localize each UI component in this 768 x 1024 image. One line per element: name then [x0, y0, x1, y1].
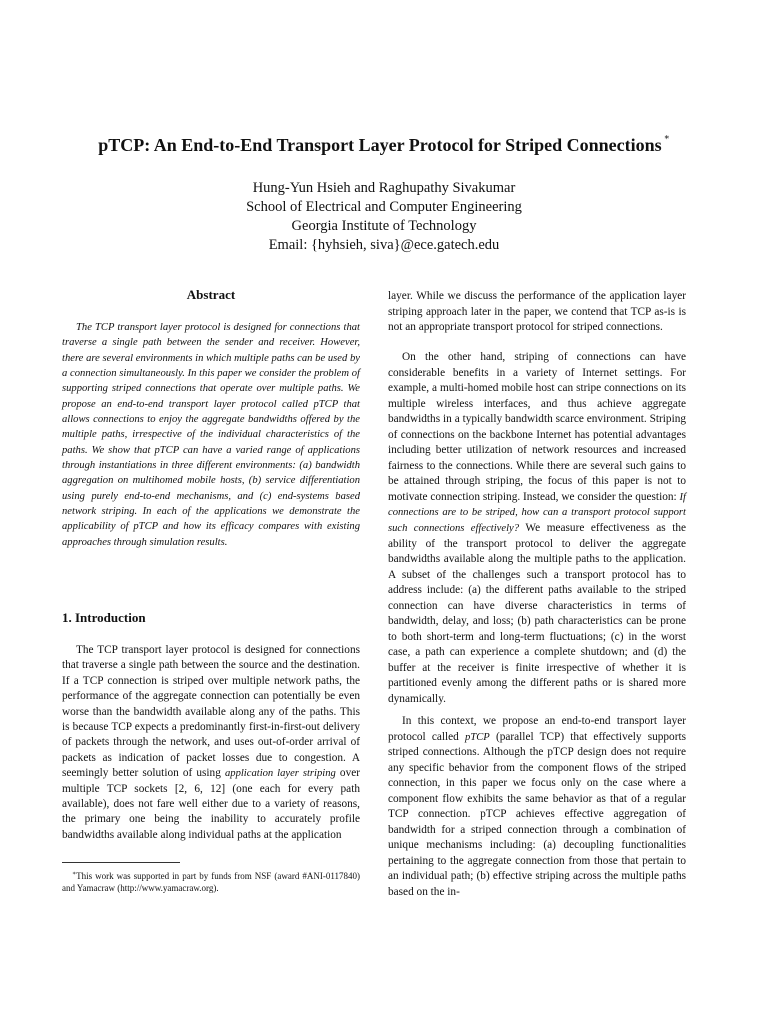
intro-p3-emphasis: pTCP — [465, 731, 490, 743]
introduction-paragraph-1-continued: layer. While we discuss the performance of the application layer striping approach later in the paper, we contend that TCP as-is is not an appropriate transport protocol for striped connections. — [388, 290, 686, 334]
intro-p2-part-a: On the other hand, striping of connections can have considerable benefits in a variety of Internet settings. For example, a multi-homed mobile host can stripe connections on its multiple wireless interfaces, and thus achieve aggregate bandwidths in a typically bandwidth scarce environment. Striping of connections on the backbone Internet has potential advantages including better utilization of network resources and increased fairness to the connections. While there are several such gains to be attained through striping, the focus of this paper is not to motivate connection striping. Instead, we consider the question: — [388, 351, 686, 503]
title-text: pTCP: An End-to-End Transport Layer Protocol for Striped Connections — [98, 135, 662, 155]
abstract-text: The TCP transport layer protocol is designed for connections that traverse a single path between the sender and receiver. However, there are several environments in which multiple paths can be used by a connection simultaneously. In this paper we consider the problem of supporting striped connections that operate over multiple paths. We propose an end-to-end transport layer protocol called pTCP that allows connections to enjoy the aggregate bandwidths offered by the multiple paths, irrespective of the individual characteristics of the paths. We show that pTCP can have a varied range of applications through instantiations in three different environments: (a) bandwidth aggregation on multihomed mobile hosts, (b) service differentiation using purely end-to-end mechanisms, and (c) end-systems based network striping. In each of the applications we demonstrate the applicability of pTCP and how its efficacy compares with existing approaches through simulation results. — [62, 322, 360, 548]
footnote — [62, 868, 360, 894]
affiliation-department: School of Electrical and Computer Engineering — [246, 199, 522, 215]
intro-p2-part-b: We measure effectiveness as the ability of the transport protocol to deliver the aggregate bandwidths available along the multiple paths to the application. A subset of the challenges such a transport protocol has to address include: (a) the different paths available to the striped connection can have diverse characteristics in terms of bandwidth, delay, and loss; (b) path characteristics can be prone to both short-term and long-term fluctuations; (c) in the worst case, a path can experience a complete shutdown; and (d) the buffer at the receiver is finite irrespective of whether it is partitioned evenly among the different paths or is shared more dynamically. — [388, 522, 686, 706]
author-block — [60, 179, 708, 255]
affiliation-institution: Georgia Institute of Technology — [291, 218, 477, 234]
author-names: Hung-Yun Hsieh and Raghupathy Sivakumar — [252, 180, 516, 196]
footnote-rule — [62, 862, 180, 863]
author-email: Email: {hyhsieh, siva}@ece.gatech.edu — [268, 237, 500, 253]
intro-p3-part-b: (parallel TCP) that effectively supports striped connections. Although the pTCP design does not require any specific behavior from the component flows of the striped connection, in this paper we focus only on the case where a component flow exhibits the same behavior as that of a regular TCP connection. pTCP achieves effective aggregation of bandwidth for a striped connection through a combination of unique mechanisms including: (a) decoupling functionalities pertaining to the aggregate connection from those that pertain to an individual path; (b) effective striping across the multiple paths based on the in- — [388, 730, 687, 899]
intro-p1-part-a: The TCP transport layer protocol is designed for connections that traverse a single path between the source and the destination. If a TCP connection is striped over multiple network paths, the performance of the aggregate connection can potentially be even worse than the bandwidth available along any of the paths. This is because TCP expects a predominantly first-in-first-out delivery of packets through the network, and uses out-of-order arrival of packets as indication of packet losses due to congestion. A seemingly better solution of using — [62, 644, 360, 780]
introduction-heading: 1. Introduction — [62, 610, 146, 625]
footnote-text: This work was supported in part by funds from NSF (award #ANI-0117840) and Yamacraw (http://www.yamacraw.org). — [62, 871, 360, 893]
intro-p1-part-b: over multiple TCP sockets [2, 6, 12] (one each for every path available), does not fare well either due to a variety of reasons, the primary one being the inability to accurately profile bandwidths available along individual paths at the application — [62, 767, 360, 841]
intro-p2-emphasis: If connections are to be striped, how can a transport protocol support such connections effectively? — [388, 491, 686, 535]
paper-title — [40, 128, 728, 158]
footnote-mark: ∗ — [72, 871, 77, 877]
intro-p3-part-a: In this context, we propose an end-to-end transport layer protocol called — [388, 715, 686, 743]
title-footnote-mark: ∗ — [663, 132, 670, 142]
intro-p1-emphasis: application layer striping — [224, 768, 336, 780]
introduction-paragraph-3 — [388, 714, 686, 901]
introduction-paragraph-2 — [388, 350, 686, 708]
introduction-paragraph-1 — [62, 643, 360, 843]
abstract-heading: Abstract — [186, 287, 236, 302]
